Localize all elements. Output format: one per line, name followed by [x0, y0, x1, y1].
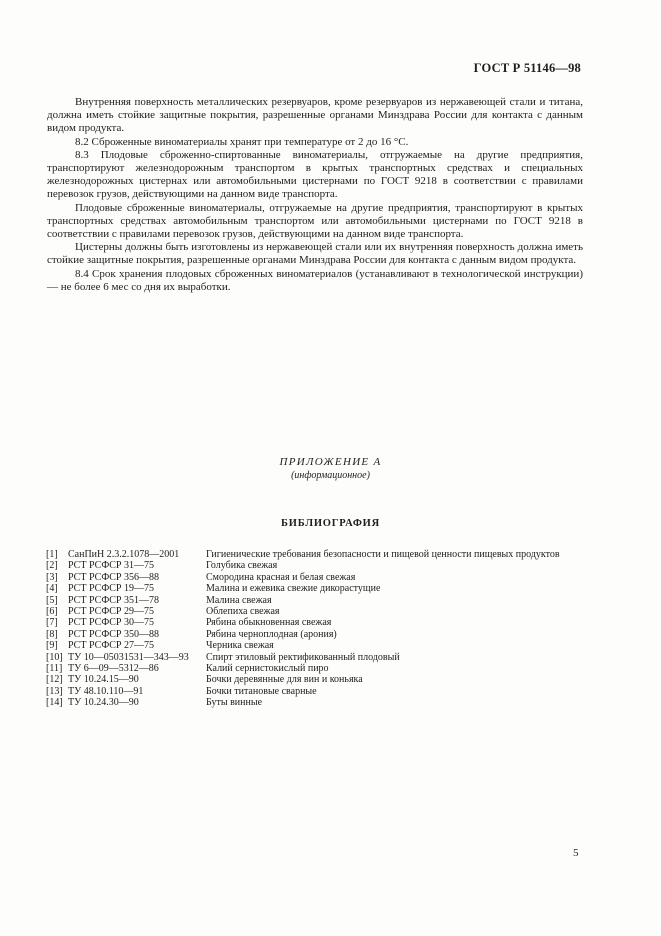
bib-item-number: [5]	[46, 594, 58, 606]
bib-item-number: [10]	[46, 651, 63, 663]
bib-item-code: РСТ РСФСР 350—88	[68, 628, 159, 640]
document-code-header: ГОСТ Р 51146—98	[473, 61, 581, 75]
bib-item-number: [12]	[46, 674, 63, 686]
bib-item-code: ТУ 48.10.110—91	[68, 685, 144, 697]
bib-item-number: [6]	[46, 606, 58, 618]
bib-item-code: РСТ РСФСР 31—75	[68, 560, 154, 572]
bib-item-title: Малина свежая	[206, 594, 272, 606]
bib-item-code: РСТ РСФСР 351—78	[68, 594, 159, 606]
bib-item-number: [14]	[46, 697, 63, 709]
paragraph-8-4: 8.4 Срок хранения плодовых сброженных виноматериалов (устанавливают в технологической инструкции) — не более 6 мес со дня их выработки.	[47, 267, 583, 293]
bib-item-number: [1]	[46, 549, 58, 560]
bibliography-item	[46, 697, 591, 708]
bib-item-code: ТУ 6—09—5312—86	[68, 663, 159, 675]
bibliography-item	[46, 560, 591, 571]
bib-item-title: Смородина красная и белая свежая	[206, 571, 356, 583]
bib-item-title: Бочки деревянные для вин и коньяка	[206, 674, 363, 686]
bib-item-code: ТУ 10—05031531—343—93	[68, 651, 189, 663]
bib-item-title: Гигиенические требования безопасности и пищевой ценности пищевых продуктов	[206, 549, 560, 560]
bibliography-item	[46, 674, 591, 685]
body-text	[47, 96, 583, 294]
bib-item-title: Бочки титановые сварные	[206, 685, 317, 697]
bib-item-title: Облепиха свежая	[206, 606, 280, 618]
bibliography-item	[46, 572, 591, 583]
paragraph-8-3: 8.3 Плодовые сброженно-спиртованные виноматериалы, отгружаемые на другие предприятия, транспортируют железнодорожным транспортом в крытых транспортных средствах и специальных железнодорожных цистернах или автомобильными цистернами по ГОСТ 9218 в соответствии с правилами перевозок грузов, действующими на данном виде транспорта.	[47, 148, 583, 201]
bibliography-item	[46, 629, 591, 640]
bib-item-title: Малина и ежевика свежие дикорастущие	[206, 583, 381, 595]
paragraph-tank-coating: Внутренняя поверхность металлических резервуаров, кроме резервуаров из нержавеющей стали и титана, должна иметь стойкие защитные покрытия, разрешенные органами Минздрава России для контакта с данным видом продукта.	[47, 96, 583, 135]
bib-item-number: [13]	[46, 685, 63, 697]
bibliography-item	[46, 549, 591, 560]
bibliography-item	[46, 686, 591, 697]
paragraph-cistern-material: Цистерны должны быть изготовлены из нержавеющей стали или их внутренняя поверхность должна иметь стойкие защитные покрытия, разрешенные органами Минздрава России для контакта с данным видом продукта.	[47, 241, 583, 267]
paragraph-fermented-transport: Плодовые сброженные виноматериалы, отгружаемые на другие предприятия, транспортируют в крытых транспортных средствах автомобильным транспортом или автомобильными цистернами по ГОСТ 9218 в соответствии с правилами перевозок грузов, действующими на данном виде транспорта.	[47, 201, 583, 241]
bibliography-item	[46, 652, 591, 663]
appendix-title: ПРИЛОЖЕНИЕ А	[279, 456, 382, 468]
bib-item-title: Рябина черноплодная (арония)	[206, 628, 337, 640]
bib-item-number: [7]	[46, 617, 58, 629]
appendix-subtitle: (информационное)	[291, 470, 370, 481]
bib-item-code: ТУ 10.24.30—90	[68, 697, 139, 709]
bib-item-code: РСТ РСФСР 27—75	[68, 640, 154, 652]
bibliography-list	[46, 549, 591, 709]
bib-item-title: Рябина обыкновенная свежая	[206, 617, 332, 629]
paragraph-8-2: 8.2 Сброженные виноматериалы хранят при температуре от 2 до 16 °С.	[75, 135, 409, 148]
bib-item-code: РСТ РСФСР 30—75	[68, 617, 154, 629]
bib-item-code: РСТ РСФСР 29—75	[68, 606, 154, 618]
bib-item-number: [11]	[46, 663, 63, 675]
bib-item-number: [3]	[46, 571, 58, 583]
bib-item-title: Черника свежая	[206, 640, 274, 652]
bib-item-code: ТУ 10.24.15—90	[68, 674, 139, 686]
bibliography-item	[46, 595, 591, 606]
bib-item-code: СанПиН 2.3.2.1078—2001	[68, 549, 180, 560]
bibliography-title: БИБЛИОГРАФИЯ	[281, 518, 380, 529]
bib-item-code: РСТ РСФСР 356—88	[68, 571, 159, 583]
bib-item-number: [4]	[46, 583, 58, 595]
bibliography-item	[46, 640, 591, 651]
page-number: 5	[573, 847, 579, 859]
bib-item-number: [2]	[46, 560, 58, 572]
bib-item-title: Спирт этиловый ректификованный плодовый	[206, 651, 400, 663]
bibliography-item	[46, 663, 591, 674]
bibliography-item	[46, 583, 591, 594]
bib-item-title: Голубика свежая	[206, 560, 278, 572]
bib-item-title: Калий сернистокислый пиро	[206, 663, 329, 675]
bib-item-number: [9]	[46, 640, 58, 652]
bib-item-code: РСТ РСФСР 19—75	[68, 583, 154, 595]
bibliography-item	[46, 617, 591, 628]
bib-item-number: [8]	[46, 628, 58, 640]
bib-item-title: Буты винные	[206, 697, 263, 709]
bibliography-item	[46, 606, 591, 617]
